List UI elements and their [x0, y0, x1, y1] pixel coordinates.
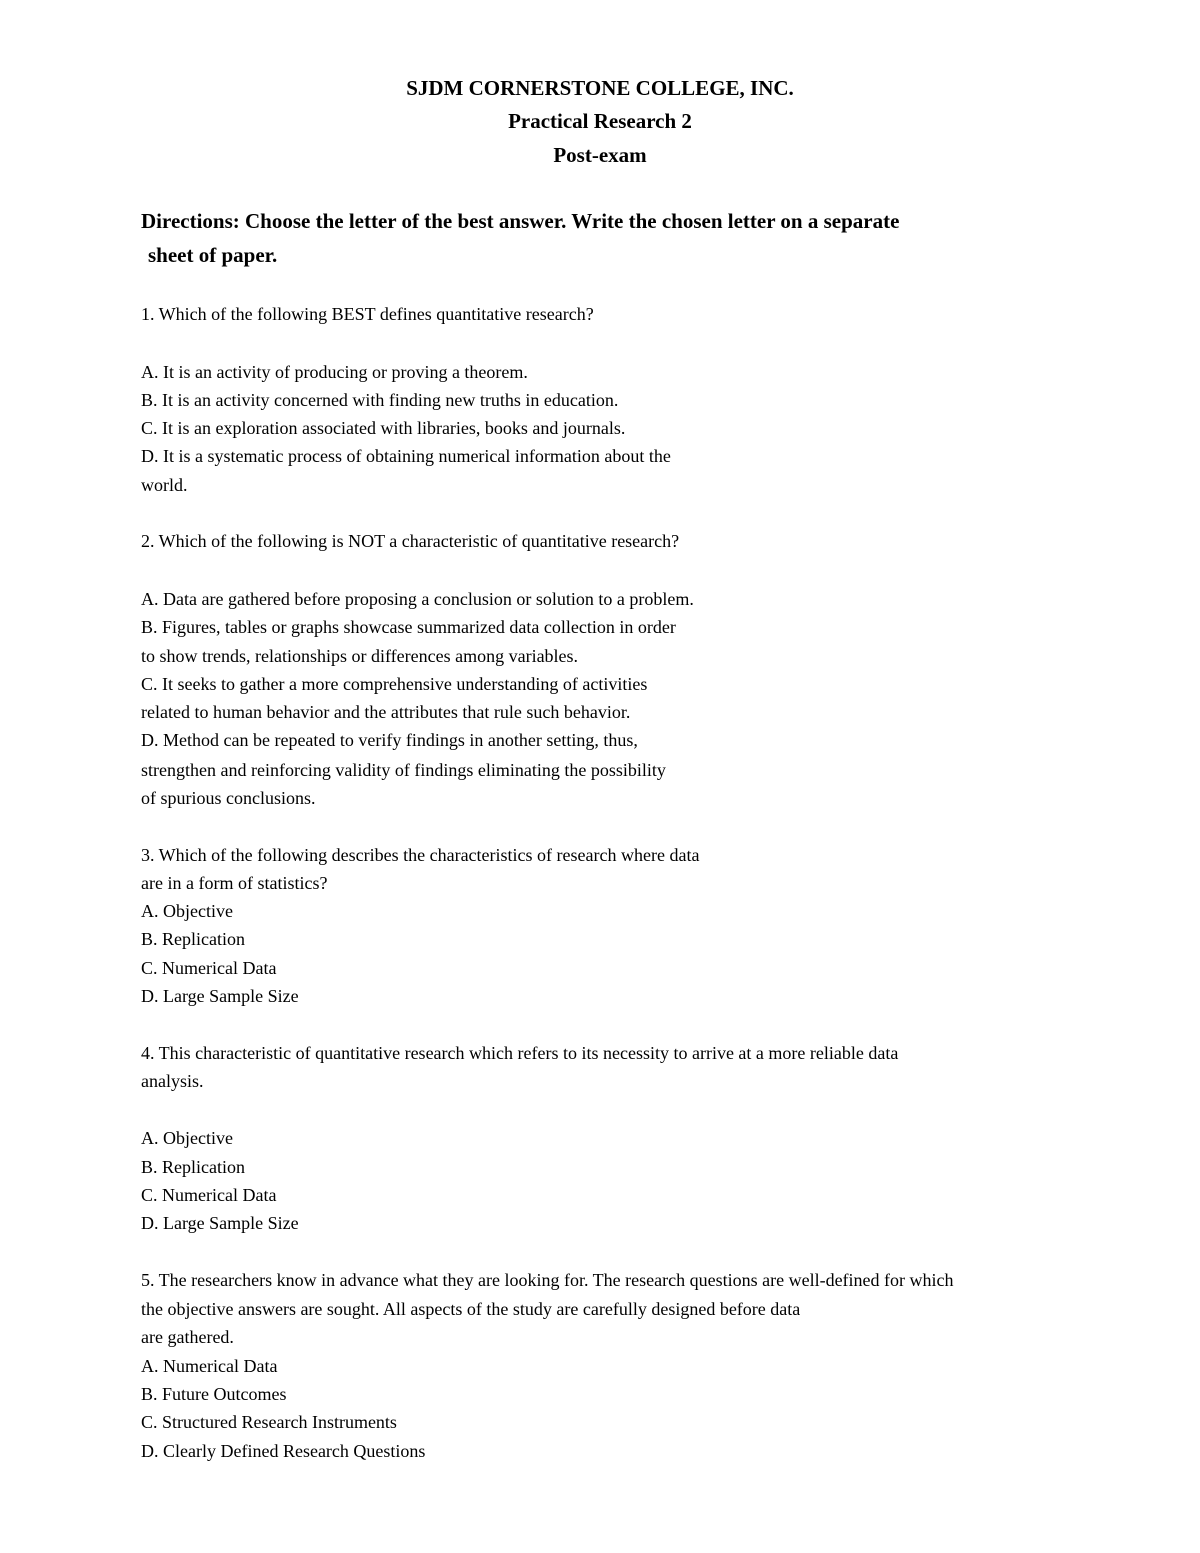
question-3-stem-cont: are in a form of statistics? [141, 873, 328, 893]
question-5-stem: 5. The researchers know in advance what they are looking for. The research questions are well-defined for which [141, 1270, 954, 1290]
question-4-option-a: A. Objective [141, 1128, 233, 1148]
question-1-option-d-cont: world. [141, 475, 188, 495]
question-2-stem: 2. Which of the following is NOT a characteristic of quantitative research? [141, 531, 680, 551]
question-2-option-b: B. Figures, tables or graphs showcase summarized data collection in order [141, 617, 676, 637]
subject-title: Practical Research 2 [508, 109, 692, 133]
question-3-option-d: D. Large Sample Size [141, 986, 299, 1006]
question-1-option-b: B. It is an activity concerned with finding new truths in education. [141, 390, 619, 410]
directions-label: Directions [141, 209, 233, 233]
question-3-stem: 3. Which of the following describes the characteristics of research where data [141, 845, 700, 865]
question-4-stem: 4. This characteristic of quantitative research which refers to its necessity to arrive at a more reliable data [141, 1043, 899, 1063]
question-2-option-b-cont: to show trends, relationships or differences among variables. [141, 646, 579, 666]
question-2-option-d-cont: of spurious conclusions. [141, 788, 316, 808]
college-name: SJDM CORNERSTONE COLLEGE, INC. [406, 76, 794, 100]
question-2-option-c: C. It seeks to gather a more comprehensive understanding of activities [141, 674, 648, 694]
directions-text-cont: sheet of paper. [148, 243, 278, 267]
question-5-stem-cont: are gathered. [141, 1327, 234, 1347]
question-5-option-d: D. Clearly Defined Research Questions [141, 1441, 426, 1461]
question-5-option-b: B. Future Outcomes [141, 1384, 287, 1404]
question-1-option-a: A. It is an activity of producing or proving a theorem. [141, 362, 528, 382]
question-3-option-b: B. Replication [141, 929, 245, 949]
question-5-option-c: C. Structured Research Instruments [141, 1412, 397, 1432]
question-5-stem-cont: the objective answers are sought. All aspects of the study are carefully designed before data [141, 1299, 801, 1319]
question-1-option-c: C. It is an exploration associated with libraries, books and journals. [141, 418, 626, 438]
question-2-option-d-cont: strengthen and reinforcing validity of findings eliminating the possibility [141, 760, 666, 780]
question-1-option-d: D. It is a systematic process of obtaining numerical information about the [141, 446, 671, 466]
question-3-option-c: C. Numerical Data [141, 958, 277, 978]
question-1-stem: 1. Which of the following BEST defines quantitative research? [141, 304, 594, 324]
question-3-option-a: A. Objective [141, 901, 233, 921]
exam-title: Post-exam [553, 143, 647, 167]
question-4-option-c: C. Numerical Data [141, 1185, 277, 1205]
question-2-option-a: A. Data are gathered before proposing a conclusion or solution to a problem. [141, 589, 694, 609]
question-5-option-a: A. Numerical Data [141, 1356, 278, 1376]
directions [141, 204, 1081, 272]
directions-text: : Choose the letter of the best answer. Write the chosen letter on a separate [232, 209, 900, 233]
question-2-option-c-cont: related to human behavior and the attributes that rule such behavior. [141, 702, 631, 722]
question-2-option-d: D. Method can be repeated to verify findings in another setting, thus, [141, 730, 638, 750]
question-4-option-d: D. Large Sample Size [141, 1213, 299, 1233]
question-4-stem-cont: analysis. [141, 1071, 204, 1091]
question-4-option-b: B. Replication [141, 1157, 245, 1177]
